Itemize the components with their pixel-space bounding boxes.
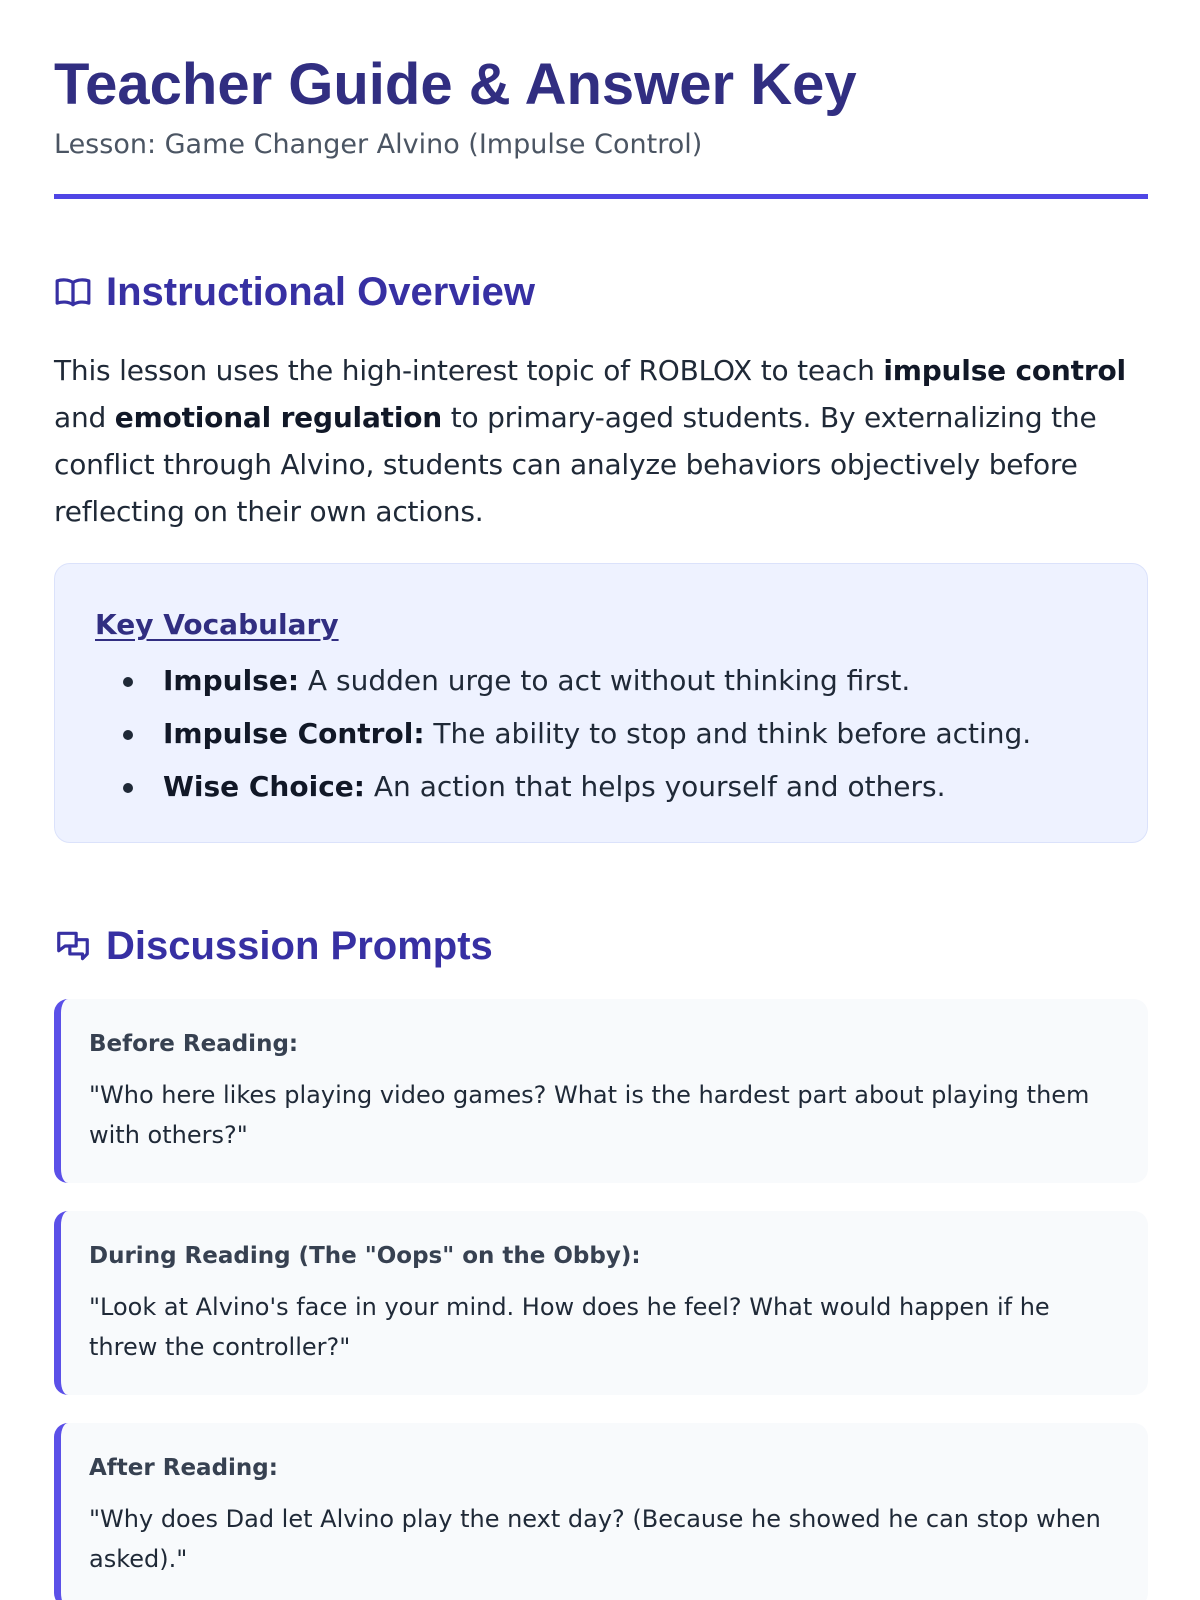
- chat-bubbles-icon: [54, 927, 92, 965]
- overview-heading-text: Instructional Overview: [106, 270, 536, 314]
- discussion-heading: [54, 923, 1146, 969]
- overview-section: [54, 269, 1146, 843]
- vocabulary-item: [123, 770, 1107, 804]
- prompt-label: During Reading (The "Oops" on the Obby):: [89, 1243, 641, 1269]
- header-divider: [54, 194, 1148, 199]
- prompt-text: "Why does Dad let Alvino play the next day? (Because he showed he can stop when asked).": [89, 1505, 1101, 1573]
- vocabulary-item: [123, 664, 1107, 698]
- vocabulary-term: Impulse:: [163, 664, 300, 697]
- prompt-label: After Reading:: [89, 1455, 278, 1481]
- vocabulary-definition: An action that helps yourself and others.: [365, 770, 946, 803]
- document-header: [54, 52, 1146, 199]
- overview-paragraph: [54, 347, 1154, 535]
- vocabulary-item: [123, 717, 1107, 751]
- open-book-icon: [54, 273, 92, 311]
- vocabulary-definition: A sudden urge to act without thinking first.: [299, 664, 911, 697]
- prompt-card-during-reading: [54, 1211, 1148, 1395]
- overview-bold-term: emotional regulation: [114, 401, 442, 434]
- prompt-text: "Who here likes playing video games? What is the hardest part about playing them with others?": [89, 1081, 1090, 1149]
- vocabulary-list: [95, 664, 1107, 804]
- page-title: Teacher Guide & Answer Key: [54, 52, 857, 117]
- vocabulary-term: Wise Choice:: [163, 770, 365, 803]
- prompt-card-after-reading: [54, 1423, 1148, 1600]
- vocabulary-term: Impulse Control:: [163, 717, 425, 750]
- overview-text-part: and: [54, 401, 115, 434]
- page-subtitle: Lesson: Game Changer Alvino (Impulse Control): [54, 129, 703, 160]
- discussion-heading-text: Discussion Prompts: [106, 924, 493, 968]
- key-vocabulary-box: [54, 563, 1148, 843]
- prompt-label: Before Reading:: [89, 1031, 299, 1057]
- vocabulary-definition: The ability to stop and think before acting.: [424, 717, 1032, 750]
- prompt-card-before-reading: [54, 999, 1148, 1183]
- key-vocabulary-title: Key Vocabulary: [95, 608, 339, 641]
- overview-text-part: This lesson uses the high-interest topic of ROBLOX to teach: [54, 354, 884, 387]
- overview-bold-term: impulse control: [883, 354, 1126, 387]
- prompt-text: "Look at Alvino's face in your mind. How does he feel? What would happen if he threw the controller?": [89, 1293, 1050, 1361]
- discussion-section: [54, 923, 1146, 1600]
- overview-heading: [54, 269, 1146, 315]
- overview-text-part: to primary-aged students. By externalizing the conflict through Alvino, students can analyze behaviors objectively before reflecting on their own actions.: [54, 401, 1097, 528]
